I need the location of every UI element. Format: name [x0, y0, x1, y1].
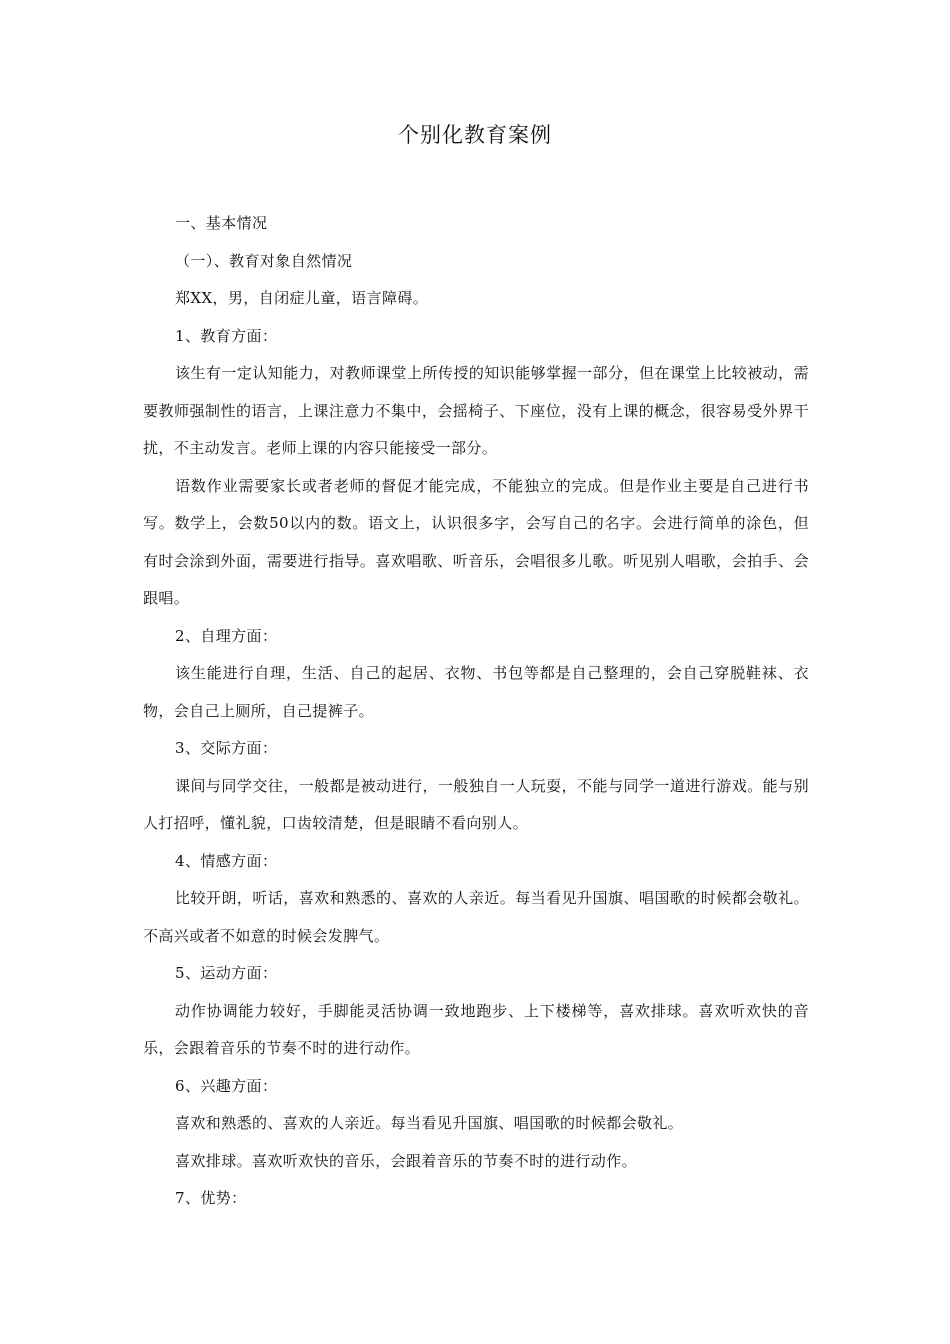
- paragraph-self-care: 该生能进行自理，生活、自己的起居、衣物、书包等都是自己整理的，会自己穿脱鞋袜、衣物，会自己上厕所，自己提裤子。: [143, 664, 809, 720]
- heading-motor: 5、运动方面：: [175, 964, 278, 982]
- student-summary: 郑XX，男，自闭症儿童，语言障碍。: [175, 289, 429, 307]
- paragraph-education-1: 该生有一定认知能力，对教师课堂上所传授的知识能够掌握一部分，但在课堂上比较被动，需要教师强制性的语言，上课注意力不集中，会摇椅子、下座位，没有上课的概念，很容易受外界干扰，不主动发言。老师上课的内容只能接受一部分。: [143, 364, 809, 457]
- paragraph-emotion: 比较开朗，听话，喜欢和熟悉的、喜欢的人亲近。每当看见升国旗、唱国歌的时候都会敬礼。不高兴或者不如意的时候会发脾气。: [143, 889, 809, 945]
- paragraph-motor: 动作协调能力较好，手脚能灵活协调一致地跑步、上下楼梯等，喜欢排球。喜欢听欢快的音乐，会跟着音乐的节奏不时的进行动作。: [143, 1001, 809, 1057]
- heading-strengths: 7、优势：: [175, 1189, 247, 1207]
- paragraph-interests-2: 喜欢排球。喜欢听欢快的音乐，会跟着音乐的节奏不时的进行动作。: [175, 1151, 638, 1170]
- heading-education: 1、教育方面：: [175, 326, 278, 345]
- section-heading-basic-info: 一、基本情况: [175, 214, 268, 232]
- paragraph-interests-1: 喜欢和熟悉的、喜欢的人亲近。每当看见升国旗、唱国歌的时候都会敬礼。: [175, 1114, 684, 1132]
- paragraph-social: 课间与同学交往，一般都是被动进行，一般独自一人玩耍，不能与同学一道进行游戏。能与别人打招呼，懂礼貌，口齿较清楚，但是眼睛不看向别人。: [143, 776, 809, 832]
- heading-interests: 6、兴趣方面：: [175, 1076, 278, 1095]
- heading-social: 3、交际方面：: [175, 739, 278, 757]
- paragraph-education-2: 语数作业需要家长或者老师的督促才能完成，不能独立的完成。但是作业主要是自己进行书写。数学上，会数50以内的数。语文上，认识很多字，会写自己的名字。会进行简单的涂色，但有时会涂到外面，需要进行指导。喜欢唱歌、听音乐，会唱很多儿歌。听见别人唱歌，会拍手、会跟唱。: [143, 476, 809, 607]
- heading-self-care: 2、自理方面：: [175, 626, 278, 645]
- document-title: 个别化教育案例: [398, 123, 552, 147]
- heading-emotion: 4、情感方面：: [175, 851, 278, 870]
- subsection-heading-subject-info: （一）、教育对象自然情况: [175, 251, 353, 270]
- document-body: [143, 205, 809, 1218]
